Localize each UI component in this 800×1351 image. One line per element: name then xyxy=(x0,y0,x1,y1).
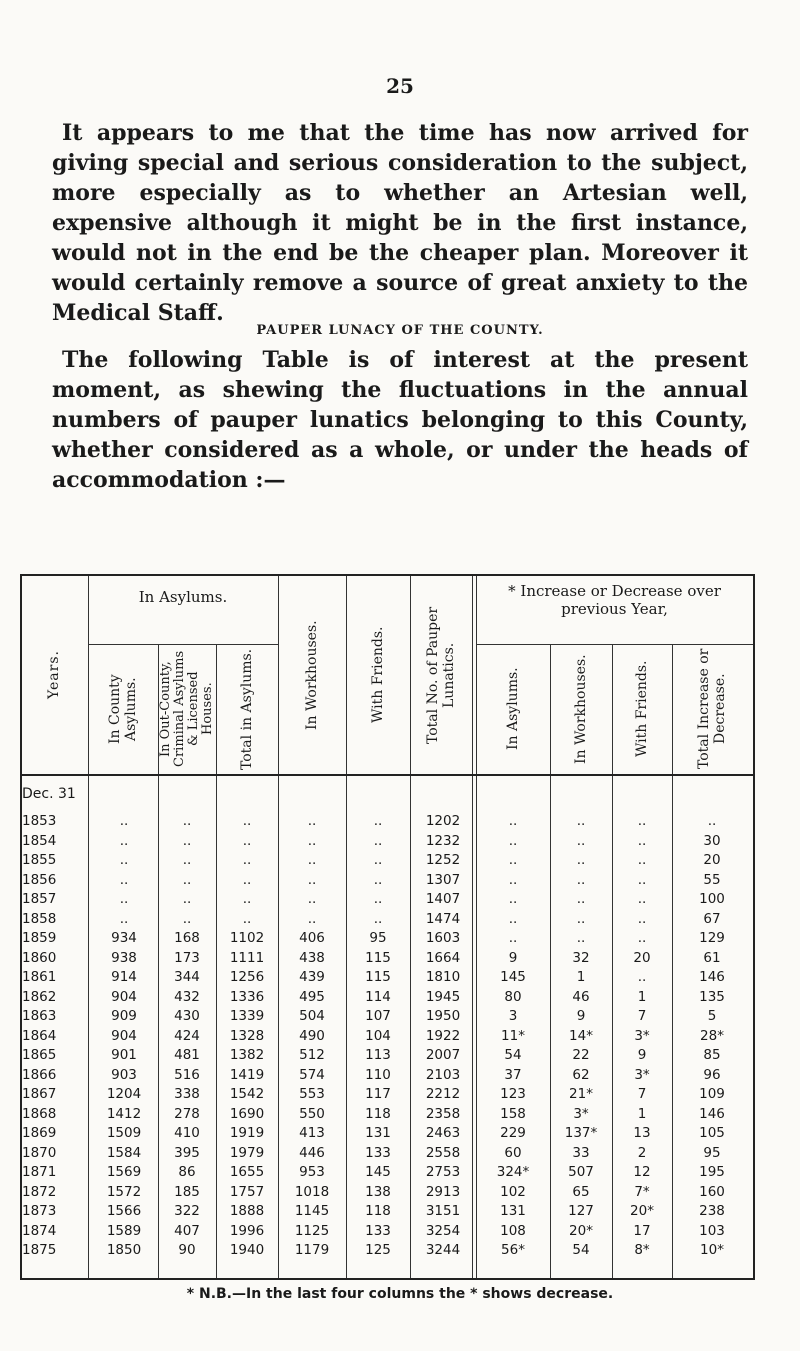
table-cell: .. xyxy=(242,871,252,888)
table-row xyxy=(20,1046,753,1065)
table-cell: 1336 xyxy=(229,988,265,1005)
table-cell: 20 xyxy=(633,949,651,966)
table-cell: 1382 xyxy=(229,1047,265,1063)
table-cell: 1757 xyxy=(229,1183,265,1200)
table-cell: 1102 xyxy=(229,930,265,946)
table-cell: 129 xyxy=(699,930,725,946)
table-cell: 95 xyxy=(369,930,387,946)
table-cell: 168 xyxy=(174,930,200,946)
table-cell: 410 xyxy=(174,1125,200,1141)
table-cell: 550 xyxy=(299,1105,325,1122)
table-cell: .. xyxy=(307,910,317,927)
table-cell: 56* xyxy=(501,1242,525,1258)
table-cell: 158 xyxy=(500,1105,526,1122)
pauper-lunacy-table xyxy=(20,574,755,1280)
table-cell: .. xyxy=(576,871,586,888)
table-cell: 1145 xyxy=(294,1203,330,1219)
table-cell: 1111 xyxy=(229,949,265,966)
table-row xyxy=(20,832,753,851)
table-cell: 1407 xyxy=(425,891,461,907)
table-cell: 1940 xyxy=(229,1242,265,1258)
table-cell: 133 xyxy=(365,1222,391,1239)
table-cell: .. xyxy=(373,832,383,849)
table-cell: 160 xyxy=(699,1183,725,1200)
table-cell: .. xyxy=(576,930,586,946)
table-cell: 65 xyxy=(572,1183,590,1200)
table-row xyxy=(20,1124,753,1143)
table-cell: .. xyxy=(576,910,586,927)
table-cell: 125 xyxy=(365,1242,391,1258)
table-cell: 20* xyxy=(630,1203,654,1219)
table-cell: 107 xyxy=(365,1008,391,1024)
header-total-pauper: Total No. of Pauper Lunatics. xyxy=(425,606,457,744)
table-cell: 1655 xyxy=(229,1164,265,1180)
table-cell: 8* xyxy=(634,1242,650,1258)
table-cell: 438 xyxy=(299,949,325,966)
footnote: * N.B.—In the last four columns the * shows decrease. xyxy=(186,1286,614,1302)
table-cell: .. xyxy=(119,910,129,927)
table-cell: 100 xyxy=(699,891,725,907)
table-cell: 21* xyxy=(569,1086,593,1102)
table-cell: .. xyxy=(508,852,518,868)
table-cell: .. xyxy=(373,910,383,927)
table-cell: .. xyxy=(637,891,647,907)
table-cell: 195 xyxy=(699,1164,725,1180)
table-cell: .. xyxy=(576,891,586,907)
table-cell: 439 xyxy=(299,969,325,985)
table-cell: 2753 xyxy=(425,1164,461,1180)
year-cell: 1874 xyxy=(22,1222,57,1239)
table-cell: 238 xyxy=(699,1203,725,1219)
table-row xyxy=(20,1066,753,1085)
year-cell: 1869 xyxy=(22,1125,57,1141)
year-cell: 1858 xyxy=(22,910,57,927)
table-cell: 914 xyxy=(111,969,137,985)
table-cell: 446 xyxy=(299,1144,325,1161)
table-cell: .. xyxy=(242,852,252,868)
table-cell: 1018 xyxy=(294,1183,330,1200)
table-cell: 904 xyxy=(111,1027,137,1044)
table-cell: 504 xyxy=(299,1008,325,1024)
table-row xyxy=(20,1202,753,1221)
table-cell: .. xyxy=(307,891,317,907)
table-cell: 5 xyxy=(707,1008,717,1024)
header-inc-friends: With Friends. xyxy=(634,660,650,758)
header-inc-total: Total Increase or Decrease. xyxy=(696,648,728,770)
table-cell: 110 xyxy=(365,1066,391,1083)
table-row xyxy=(20,1222,753,1241)
table-cell: 173 xyxy=(174,949,200,966)
table-cell: .. xyxy=(707,813,717,829)
header-out-county: In Out-County, Criminal Asylums & Licensed Houses. xyxy=(158,650,215,768)
table-cell: 1572 xyxy=(106,1183,142,1200)
table-cell: 1252 xyxy=(425,852,461,868)
table-cell: 1125 xyxy=(294,1222,330,1239)
table-cell: 28* xyxy=(700,1027,724,1044)
table-cell: 17 xyxy=(633,1222,651,1239)
table-row xyxy=(20,1027,753,1046)
table-cell: .. xyxy=(119,871,129,888)
year-cell: 1867 xyxy=(22,1086,57,1102)
table-row xyxy=(20,890,753,909)
table-row xyxy=(20,1144,753,1163)
table-cell: 324* xyxy=(496,1164,530,1180)
table-cell: 118 xyxy=(365,1203,391,1219)
year-cell: 1875 xyxy=(22,1242,57,1258)
table-cell: 2103 xyxy=(425,1066,461,1083)
table-cell: .. xyxy=(508,871,518,888)
table-row xyxy=(20,1163,753,1182)
table-cell: 115 xyxy=(365,949,391,966)
table-cell: 407 xyxy=(174,1222,200,1239)
table-row xyxy=(20,1105,753,1124)
table-cell: .. xyxy=(508,930,518,946)
table-cell: .. xyxy=(119,832,129,849)
table-cell: 118 xyxy=(365,1105,391,1122)
table-cell: 30 xyxy=(703,832,721,849)
table-cell: 123 xyxy=(500,1086,526,1102)
table-cell: 904 xyxy=(111,988,137,1005)
table-cell: 146 xyxy=(699,1105,725,1122)
table-cell: .. xyxy=(182,852,192,868)
table-row xyxy=(20,851,753,870)
table-cell: .. xyxy=(307,813,317,829)
year-cell: 1861 xyxy=(22,969,57,985)
table-cell: 413 xyxy=(299,1125,325,1141)
table-cell: 60 xyxy=(504,1144,522,1161)
table-row xyxy=(20,929,753,948)
year-cell: 1854 xyxy=(22,832,57,849)
table-cell: .. xyxy=(576,852,586,868)
table-cell: 7 xyxy=(637,1086,647,1102)
year-cell: 1862 xyxy=(22,988,57,1005)
year-cell: 1872 xyxy=(22,1183,57,1200)
header-inc-asylums: In Asylums. xyxy=(505,667,521,751)
table-cell: 1569 xyxy=(106,1164,142,1180)
table-cell: 490 xyxy=(299,1027,325,1044)
table-cell: 54 xyxy=(504,1047,522,1063)
table-cell: 2007 xyxy=(425,1047,461,1063)
table-cell: 278 xyxy=(174,1105,200,1122)
table-cell: 1850 xyxy=(106,1242,142,1258)
table-cell: .. xyxy=(182,910,192,927)
table-row xyxy=(20,871,753,890)
table-cell: 1 xyxy=(637,988,647,1005)
table-cell: 22 xyxy=(572,1047,590,1063)
table-cell: 512 xyxy=(299,1047,325,1063)
table-row xyxy=(20,968,753,987)
table-cell: 146 xyxy=(699,969,725,985)
table-cell: 901 xyxy=(111,1047,137,1063)
table-cell: 7* xyxy=(634,1183,650,1200)
table-row xyxy=(20,988,753,1007)
table-cell: 9 xyxy=(508,949,518,966)
table-cell: .. xyxy=(182,871,192,888)
table-cell: .. xyxy=(373,871,383,888)
table-cell: 12 xyxy=(633,1164,651,1180)
table-cell: 37 xyxy=(504,1066,522,1083)
table-cell: 109 xyxy=(699,1086,725,1102)
table-cell: 46 xyxy=(572,988,590,1005)
table-intro-paragraph: The following Table is of interest at the present moment, as shewing the fluctuations in the annual numbers of pauper lunatics belonging to this County, whether considered as a whole, or under the heads of accommodation :— xyxy=(52,347,748,493)
table-cell: .. xyxy=(242,910,252,927)
table-cell: 1179 xyxy=(294,1242,330,1258)
table-cell: 1307 xyxy=(425,871,461,888)
header-change-group: * Increase or Decrease over previous Year, xyxy=(508,582,721,618)
table-cell: 33 xyxy=(572,1144,590,1161)
header-total-asylums: Total in Asylums. xyxy=(239,648,255,770)
year-cell: 1868 xyxy=(22,1105,57,1122)
table-cell: 909 xyxy=(111,1008,137,1024)
dec-31-label: Dec. 31 xyxy=(22,786,76,802)
table-cell: 135 xyxy=(699,988,725,1005)
table-cell: 86 xyxy=(178,1164,196,1180)
table-cell: 137* xyxy=(564,1125,598,1141)
table-cell: 322 xyxy=(174,1203,200,1219)
table-cell: .. xyxy=(307,871,317,888)
table-cell: 2558 xyxy=(425,1144,461,1161)
table-cell: 507 xyxy=(568,1164,594,1180)
table-cell: 1922 xyxy=(425,1027,461,1044)
table-cell: 1419 xyxy=(229,1066,265,1083)
table-cell: 20 xyxy=(703,852,721,868)
table-cell: 80 xyxy=(504,988,522,1005)
table-cell: .. xyxy=(307,852,317,868)
table-cell: 10* xyxy=(700,1242,724,1258)
table-cell: .. xyxy=(373,891,383,907)
table-cell: 103 xyxy=(699,1222,725,1239)
table-cell: .. xyxy=(637,832,647,849)
table-cell: .. xyxy=(119,852,129,868)
table-cell: 113 xyxy=(365,1047,391,1063)
table-cell: .. xyxy=(307,832,317,849)
table-cell: 495 xyxy=(299,988,325,1005)
header-years: Years. xyxy=(46,650,62,700)
table-cell: .. xyxy=(182,832,192,849)
table-cell: 105 xyxy=(699,1125,725,1141)
table-cell: 344 xyxy=(174,969,200,985)
table-cell: 3* xyxy=(573,1105,589,1122)
table-cell: 953 xyxy=(299,1164,325,1180)
table-cell: 131 xyxy=(500,1203,526,1219)
year-cell: 1855 xyxy=(22,852,57,868)
table-cell: 553 xyxy=(299,1086,325,1102)
table-cell: 229 xyxy=(500,1125,526,1141)
table-cell: 338 xyxy=(174,1086,200,1102)
table-cell: 13 xyxy=(633,1125,651,1141)
header-inc-workhouses: In Workhouses. xyxy=(573,654,589,764)
table-cell: 1664 xyxy=(425,949,461,966)
table-cell: 1542 xyxy=(229,1086,265,1102)
table-cell: .. xyxy=(637,852,647,868)
table-cell: 481 xyxy=(174,1047,200,1063)
table-cell: .. xyxy=(637,969,647,985)
table-cell: .. xyxy=(182,891,192,907)
table-cell: .. xyxy=(576,813,586,829)
table-cell: 934 xyxy=(111,930,137,946)
year-cell: 1866 xyxy=(22,1066,57,1083)
table-cell: .. xyxy=(119,813,129,829)
table-cell: .. xyxy=(637,871,647,888)
table-cell: 3254 xyxy=(425,1222,461,1239)
year-cell: 1873 xyxy=(22,1203,57,1219)
table-cell: 2 xyxy=(637,1144,647,1161)
table-cell: .. xyxy=(508,910,518,927)
table-row xyxy=(20,1085,753,1104)
table-cell: 133 xyxy=(365,1144,391,1161)
table-cell: 1589 xyxy=(106,1222,142,1239)
table-cell: 131 xyxy=(365,1125,391,1141)
header-with-friends: With Friends. xyxy=(370,626,386,724)
table-cell: 67 xyxy=(703,910,721,927)
table-cell: 3151 xyxy=(425,1203,461,1219)
year-cell: 1853 xyxy=(22,813,57,829)
table-row xyxy=(20,1183,753,1202)
table-cell: 1996 xyxy=(229,1222,265,1239)
table-row xyxy=(20,949,753,968)
table-cell: 32 xyxy=(572,949,590,966)
table-cell: 2212 xyxy=(425,1086,461,1102)
year-cell: 1860 xyxy=(22,949,57,966)
intro-paragraph: It appears to me that the time has now arrived for giving special and serious consideration to the subject, more especially as to whether an Artesian well, expensive although it might be in the first instance, would not in the end be the cheaper plan. Moreover it would certainly remove a source of great anxiety to the Medical Staff. xyxy=(52,120,748,326)
table-cell: 61 xyxy=(703,949,721,966)
table-cell: 117 xyxy=(365,1086,391,1102)
table-row xyxy=(20,1007,753,1026)
table-cell: 185 xyxy=(174,1183,200,1200)
table-cell: 3* xyxy=(634,1066,650,1083)
table-cell: 108 xyxy=(500,1222,526,1239)
table-cell: 14* xyxy=(569,1027,593,1044)
year-cell: 1857 xyxy=(22,891,57,907)
table-cell: 1919 xyxy=(229,1125,265,1141)
table-cell: 2913 xyxy=(425,1183,461,1200)
table-cell: 3244 xyxy=(425,1242,461,1258)
year-cell: 1871 xyxy=(22,1164,57,1180)
table-cell: 90 xyxy=(178,1242,196,1258)
table-cell: .. xyxy=(508,813,518,829)
year-cell: 1865 xyxy=(22,1047,57,1063)
table-cell: .. xyxy=(637,813,647,829)
table-cell: 102 xyxy=(500,1183,526,1200)
year-cell: 1856 xyxy=(22,871,57,888)
table-cell: 7 xyxy=(637,1008,647,1024)
table-cell: 115 xyxy=(365,969,391,985)
table-cell: 1603 xyxy=(425,930,461,946)
table-cell: 574 xyxy=(299,1066,325,1083)
table-cell: 1979 xyxy=(229,1144,265,1161)
table-cell: 424 xyxy=(174,1027,200,1044)
table-cell: 1412 xyxy=(106,1105,142,1122)
table-cell: 1945 xyxy=(425,988,461,1005)
table-cell: .. xyxy=(508,832,518,849)
table-cell: 104 xyxy=(365,1027,391,1044)
table-cell: 406 xyxy=(299,930,325,946)
table-cell: .. xyxy=(637,930,647,946)
table-cell: .. xyxy=(182,813,192,829)
table-row xyxy=(20,1241,753,1260)
table-cell: 1232 xyxy=(425,832,461,849)
year-cell: 1864 xyxy=(22,1027,57,1044)
table-cell: .. xyxy=(373,813,383,829)
table-cell: 96 xyxy=(703,1066,721,1083)
table-cell: .. xyxy=(508,891,518,907)
table-rule xyxy=(20,774,753,776)
table-cell: 1810 xyxy=(425,969,461,985)
table-cell: 54 xyxy=(572,1242,590,1258)
table-cell: 2463 xyxy=(425,1125,461,1141)
section-heading: PAUPER LUNACY OF THE COUNTY. xyxy=(256,323,544,338)
table-cell: 1202 xyxy=(425,813,461,829)
table-cell: 145 xyxy=(365,1164,391,1180)
table-cell: 138 xyxy=(365,1183,391,1200)
table-cell: 1888 xyxy=(229,1203,265,1219)
table-cell: 9 xyxy=(637,1047,647,1063)
table-cell: 85 xyxy=(703,1047,721,1063)
table-cell: 127 xyxy=(568,1203,594,1219)
table-cell: 430 xyxy=(174,1008,200,1024)
table-cell: 55 xyxy=(703,871,721,888)
table-cell: 903 xyxy=(111,1066,137,1083)
table-cell: 1474 xyxy=(425,910,461,927)
table-cell: 1 xyxy=(576,969,586,985)
table-row xyxy=(20,910,753,929)
table-cell: 3* xyxy=(634,1027,650,1044)
table-cell: 11* xyxy=(501,1027,525,1044)
year-cell: 1870 xyxy=(22,1144,57,1161)
table-cell: 1 xyxy=(637,1105,647,1122)
table-cell: 1256 xyxy=(229,969,265,985)
table-cell: 395 xyxy=(174,1144,200,1161)
table-cell: .. xyxy=(242,813,252,829)
table-cell: 1584 xyxy=(106,1144,142,1161)
table-cell: .. xyxy=(373,852,383,868)
table-cell: .. xyxy=(242,832,252,849)
table-cell: 1509 xyxy=(106,1125,142,1141)
table-cell: .. xyxy=(576,832,586,849)
table-cell: 1339 xyxy=(229,1008,265,1024)
table-cell: 1204 xyxy=(106,1086,142,1102)
table-row xyxy=(20,812,753,831)
table-cell: 1950 xyxy=(425,1008,461,1024)
table-cell: 1328 xyxy=(229,1027,265,1044)
table-cell: 516 xyxy=(174,1066,200,1083)
table-cell: .. xyxy=(242,891,252,907)
table-cell: 432 xyxy=(174,988,200,1005)
table-cell: .. xyxy=(637,910,647,927)
table-cell: 20* xyxy=(569,1222,593,1239)
header-workhouses: In Workhouses. xyxy=(304,620,320,730)
header-county-asylums: In County Asylums. xyxy=(107,674,139,744)
table-cell: 1566 xyxy=(106,1203,142,1219)
page-number: 25 xyxy=(386,74,414,98)
table-cell: 2358 xyxy=(425,1105,461,1122)
table-cell: 3 xyxy=(508,1008,518,1024)
table-cell: 938 xyxy=(111,949,137,966)
year-cell: 1863 xyxy=(22,1008,57,1024)
header-in-asylums-group: In Asylums. xyxy=(138,588,228,606)
table-cell: 145 xyxy=(500,969,526,985)
table-cell: 9 xyxy=(576,1008,586,1024)
year-cell: 1859 xyxy=(22,930,57,946)
table-cell: 95 xyxy=(703,1144,721,1161)
table-cell: 62 xyxy=(572,1066,590,1083)
table-cell: 1690 xyxy=(229,1105,265,1122)
table-cell: 114 xyxy=(365,988,391,1005)
table-cell: .. xyxy=(119,891,129,907)
